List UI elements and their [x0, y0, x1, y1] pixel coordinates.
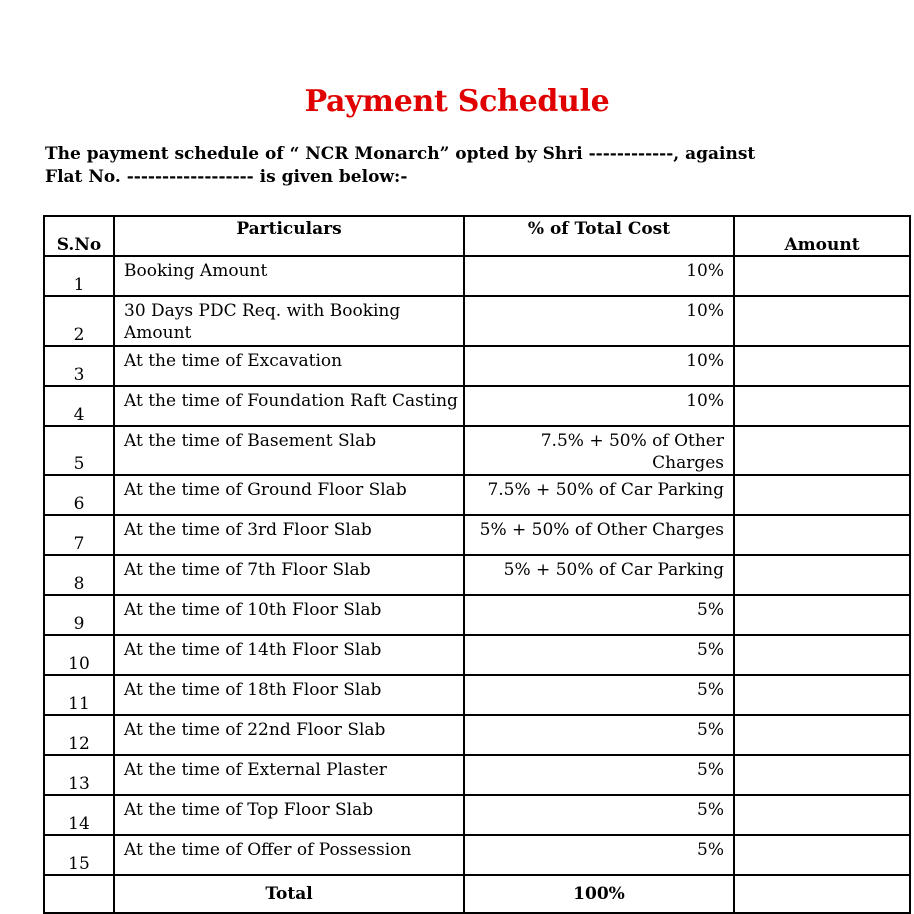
cell-particulars: At the time of Offer of Possession: [114, 835, 464, 875]
cell-amount: [734, 715, 910, 755]
cell-particulars: At the time of Ground Floor Slab: [114, 475, 464, 515]
cell-amount: [734, 635, 910, 675]
cell-percent: 7.5% + 50% of Car Parking: [464, 475, 734, 515]
table-row: [44, 675, 910, 715]
total-amount: [734, 875, 910, 913]
cell-percent: 7.5% + 50% of Other Charges: [464, 426, 734, 475]
cell-percent: 5%: [464, 835, 734, 875]
cell-amount: [734, 426, 910, 475]
cell-particulars: At the time of 22nd Floor Slab: [114, 715, 464, 755]
cell-percent: 10%: [464, 346, 734, 386]
cell-particulars: At the time of Top Floor Slab: [114, 795, 464, 835]
cell-percent: 5%: [464, 755, 734, 795]
cell-sno: 5: [44, 426, 114, 475]
table-row: [44, 595, 910, 635]
cell-percent: 5%: [464, 795, 734, 835]
header-particulars: Particulars: [114, 216, 464, 256]
cell-sno: 14: [44, 795, 114, 835]
table-row: [44, 555, 910, 595]
cell-amount: [734, 386, 910, 426]
table-row: [44, 835, 910, 875]
table-row: [44, 755, 910, 795]
table-row: [44, 346, 910, 386]
cell-sno: 2: [44, 296, 114, 346]
cell-sno: 1: [44, 256, 114, 296]
cell-percent: 10%: [464, 386, 734, 426]
cell-sno: 15: [44, 835, 114, 875]
intro-paragraph: [45, 143, 865, 189]
cell-percent: 5%: [464, 715, 734, 755]
total-sno-cell: [44, 875, 114, 913]
cell-particulars: Booking Amount: [114, 256, 464, 296]
cell-sno: 4: [44, 386, 114, 426]
table-row: [44, 386, 910, 426]
cell-percent: 5%: [464, 675, 734, 715]
page-title: Payment Schedule: [304, 84, 610, 119]
intro-line-2: Flat No. ------------------ is given below:-: [45, 167, 408, 187]
cell-amount: [734, 475, 910, 515]
cell-particulars: At the time of Basement Slab: [114, 426, 464, 475]
cell-percent: 5% + 50% of Car Parking: [464, 555, 734, 595]
cell-particulars: At the time of 7th Floor Slab: [114, 555, 464, 595]
cell-particulars: At the time of 10th Floor Slab: [114, 595, 464, 635]
payment-schedule-table: [43, 215, 911, 914]
cell-sno: 10: [44, 635, 114, 675]
cell-amount: [734, 256, 910, 296]
table-row: [44, 635, 910, 675]
cell-percent: 10%: [464, 256, 734, 296]
cell-particulars: At the time of External Plaster: [114, 755, 464, 795]
cell-sno: 8: [44, 555, 114, 595]
table-total-row: [44, 875, 910, 913]
table-row: [44, 795, 910, 835]
cell-particulars: At the time of Foundation Raft Casting: [114, 386, 464, 426]
cell-particulars: At the time of Excavation: [114, 346, 464, 386]
cell-sno: 11: [44, 675, 114, 715]
header-percent: % of Total Cost: [464, 216, 734, 256]
intro-line-1: The payment schedule of “ NCR Monarch” opted by Shri ------------, against: [45, 144, 756, 164]
cell-amount: [734, 346, 910, 386]
cell-sno: 3: [44, 346, 114, 386]
cell-sno: 13: [44, 755, 114, 795]
cell-percent: 5%: [464, 635, 734, 675]
cell-percent: 10%: [464, 296, 734, 346]
cell-amount: [734, 515, 910, 555]
cell-sno: 6: [44, 475, 114, 515]
table-row: [44, 715, 910, 755]
header-sno: S.No: [44, 216, 114, 256]
table-row: [44, 515, 910, 555]
cell-particulars: At the time of 14th Floor Slab: [114, 635, 464, 675]
cell-amount: [734, 595, 910, 635]
cell-sno: 12: [44, 715, 114, 755]
table-row: [44, 296, 910, 346]
cell-amount: [734, 835, 910, 875]
cell-percent: 5%: [464, 595, 734, 635]
cell-percent: 5% + 50% of Other Charges: [464, 515, 734, 555]
cell-sno: 9: [44, 595, 114, 635]
cell-particulars: At the time of 3rd Floor Slab: [114, 515, 464, 555]
cell-particulars: 30 Days PDC Req. with Booking Amount: [114, 296, 464, 346]
table-row: [44, 256, 910, 296]
cell-particulars: At the time of 18th Floor Slab: [114, 675, 464, 715]
table-row: [44, 426, 910, 475]
cell-amount: [734, 755, 910, 795]
total-percent: 100%: [464, 875, 734, 913]
header-amount: Amount: [734, 216, 910, 256]
cell-amount: [734, 296, 910, 346]
cell-amount: [734, 675, 910, 715]
cell-amount: [734, 555, 910, 595]
cell-sno: 7: [44, 515, 114, 555]
total-label: Total: [114, 875, 464, 913]
cell-amount: [734, 795, 910, 835]
table-header-row: [44, 216, 910, 256]
table-row: [44, 475, 910, 515]
